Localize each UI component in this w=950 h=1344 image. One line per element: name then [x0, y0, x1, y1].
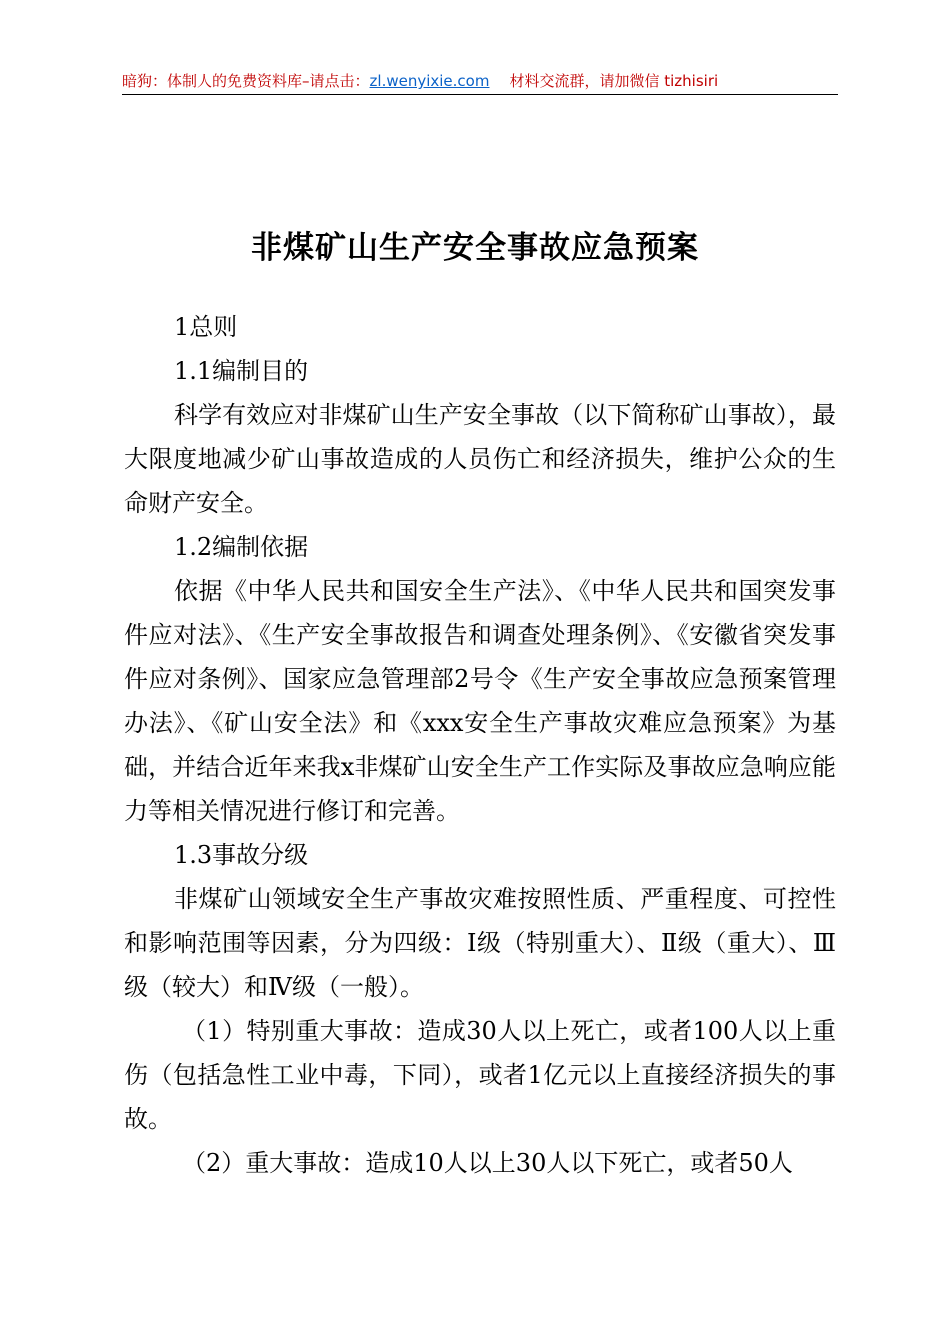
list-item: （2）重大事故：造成10人以上30人以下死亡，或者50人 [182, 1149, 793, 1177]
document-body [124, 305, 836, 1185]
header-click-text: –请点击： [302, 72, 370, 90]
section-heading: 1.3事故分级 [174, 841, 309, 869]
page-header [122, 70, 838, 92]
list-item: （1）特别重大事故：造成30人以上死亡，或者100人以上重伤（包括急性工业中毒，下同），或者1亿元以上直接经济损失的事故。 [124, 1017, 836, 1133]
section-heading: 1.2编制依据 [174, 533, 309, 561]
header-divider [122, 94, 838, 95]
document-title: 非煤矿山生产安全事故应急预案 [251, 230, 699, 266]
header-contact-text: 材料交流群，请加微信 tizhisiri [509, 72, 719, 90]
body-paragraph: 科学有效应对非煤矿山生产安全事故（以下简称矿山事故），最大限度地减少矿山事故造成的人员伤亡和经济损失，维护公众的生命财产安全。 [124, 401, 836, 517]
header-link[interactable]: zl.wenyixie.com [369, 72, 490, 90]
body-paragraph: 非煤矿山领域安全生产事故灾难按照性质、严重程度、可控性和影响范围等因素，分为四级：Ⅰ级（特别重大）、Ⅱ级（重大）、Ⅲ级（较大）和Ⅳ级（一般）。 [124, 885, 836, 1001]
body-paragraph: 依据《中华人民共和国安全生产法》、《中华人民共和国突发事件应对法》、《生产安全事故报告和调查处理条例》、《安徽省突发事件应对条例》、国家应急管理部2号令《生产安全事故应急预案管理办法》、《矿山安全法》和《xxx安全生产事故灾难应急预案》为基础，并结合近年来我x非煤矿山安全生产工作实际及事故应急响应能力等相关情况进行修订和完善。 [124, 577, 836, 825]
section-heading: 1总则 [174, 313, 238, 341]
header-source-text: 暗狗：体制人的免费资料库 [122, 72, 303, 90]
section-heading: 1.1编制目的 [174, 357, 309, 385]
